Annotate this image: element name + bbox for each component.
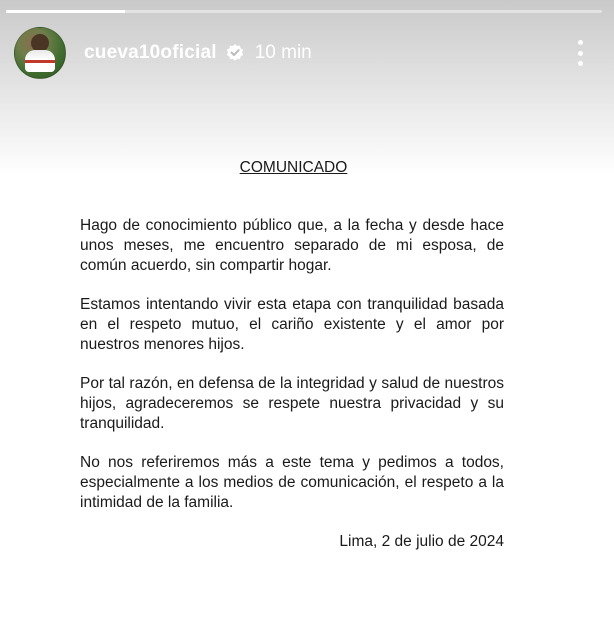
verified-badge-icon [225,43,245,63]
document-paragraph: Estamos intentando vivir esta etapa con tranquilidad basada en el respeto mutuo, el cariño existente y el amor por nuestros menores hijos. [80,296,504,353]
document-paragraph: No nos referiremos más a este tema y pedimos a todos, especialmente a los medios de comunicación, el respeto a la intimidad de la familia. [80,454,504,511]
more-dot [578,40,583,45]
more-dot [578,61,583,66]
document-paragraph: Hago de conocimiento público que, a la fecha y desde hace unos meses, me encuentro separado de mi esposa, de común acuerdo, sin compartir hogar. [80,217,504,274]
more-dot [578,51,583,56]
story-progress-bar [6,10,602,13]
document-paragraph: Por tal razón, en defensa de la integridad y salud de nuestros hijos, agradeceremos se respete nuestra privacidad y su tranquilidad. [80,375,504,432]
statement-document [80,158,504,552]
story-header [14,28,312,78]
top-gradient-overlay [0,0,614,175]
post-time: 10 min [254,42,312,63]
story-progress-fill [6,10,125,13]
document-title: COMUNICADO [239,159,348,176]
username-link[interactable]: cueva10oficial [84,42,217,63]
avatar[interactable] [14,27,66,79]
more-options-icon[interactable] [578,40,584,66]
document-signature: Lima, 2 de julio de 2024 [339,533,504,550]
